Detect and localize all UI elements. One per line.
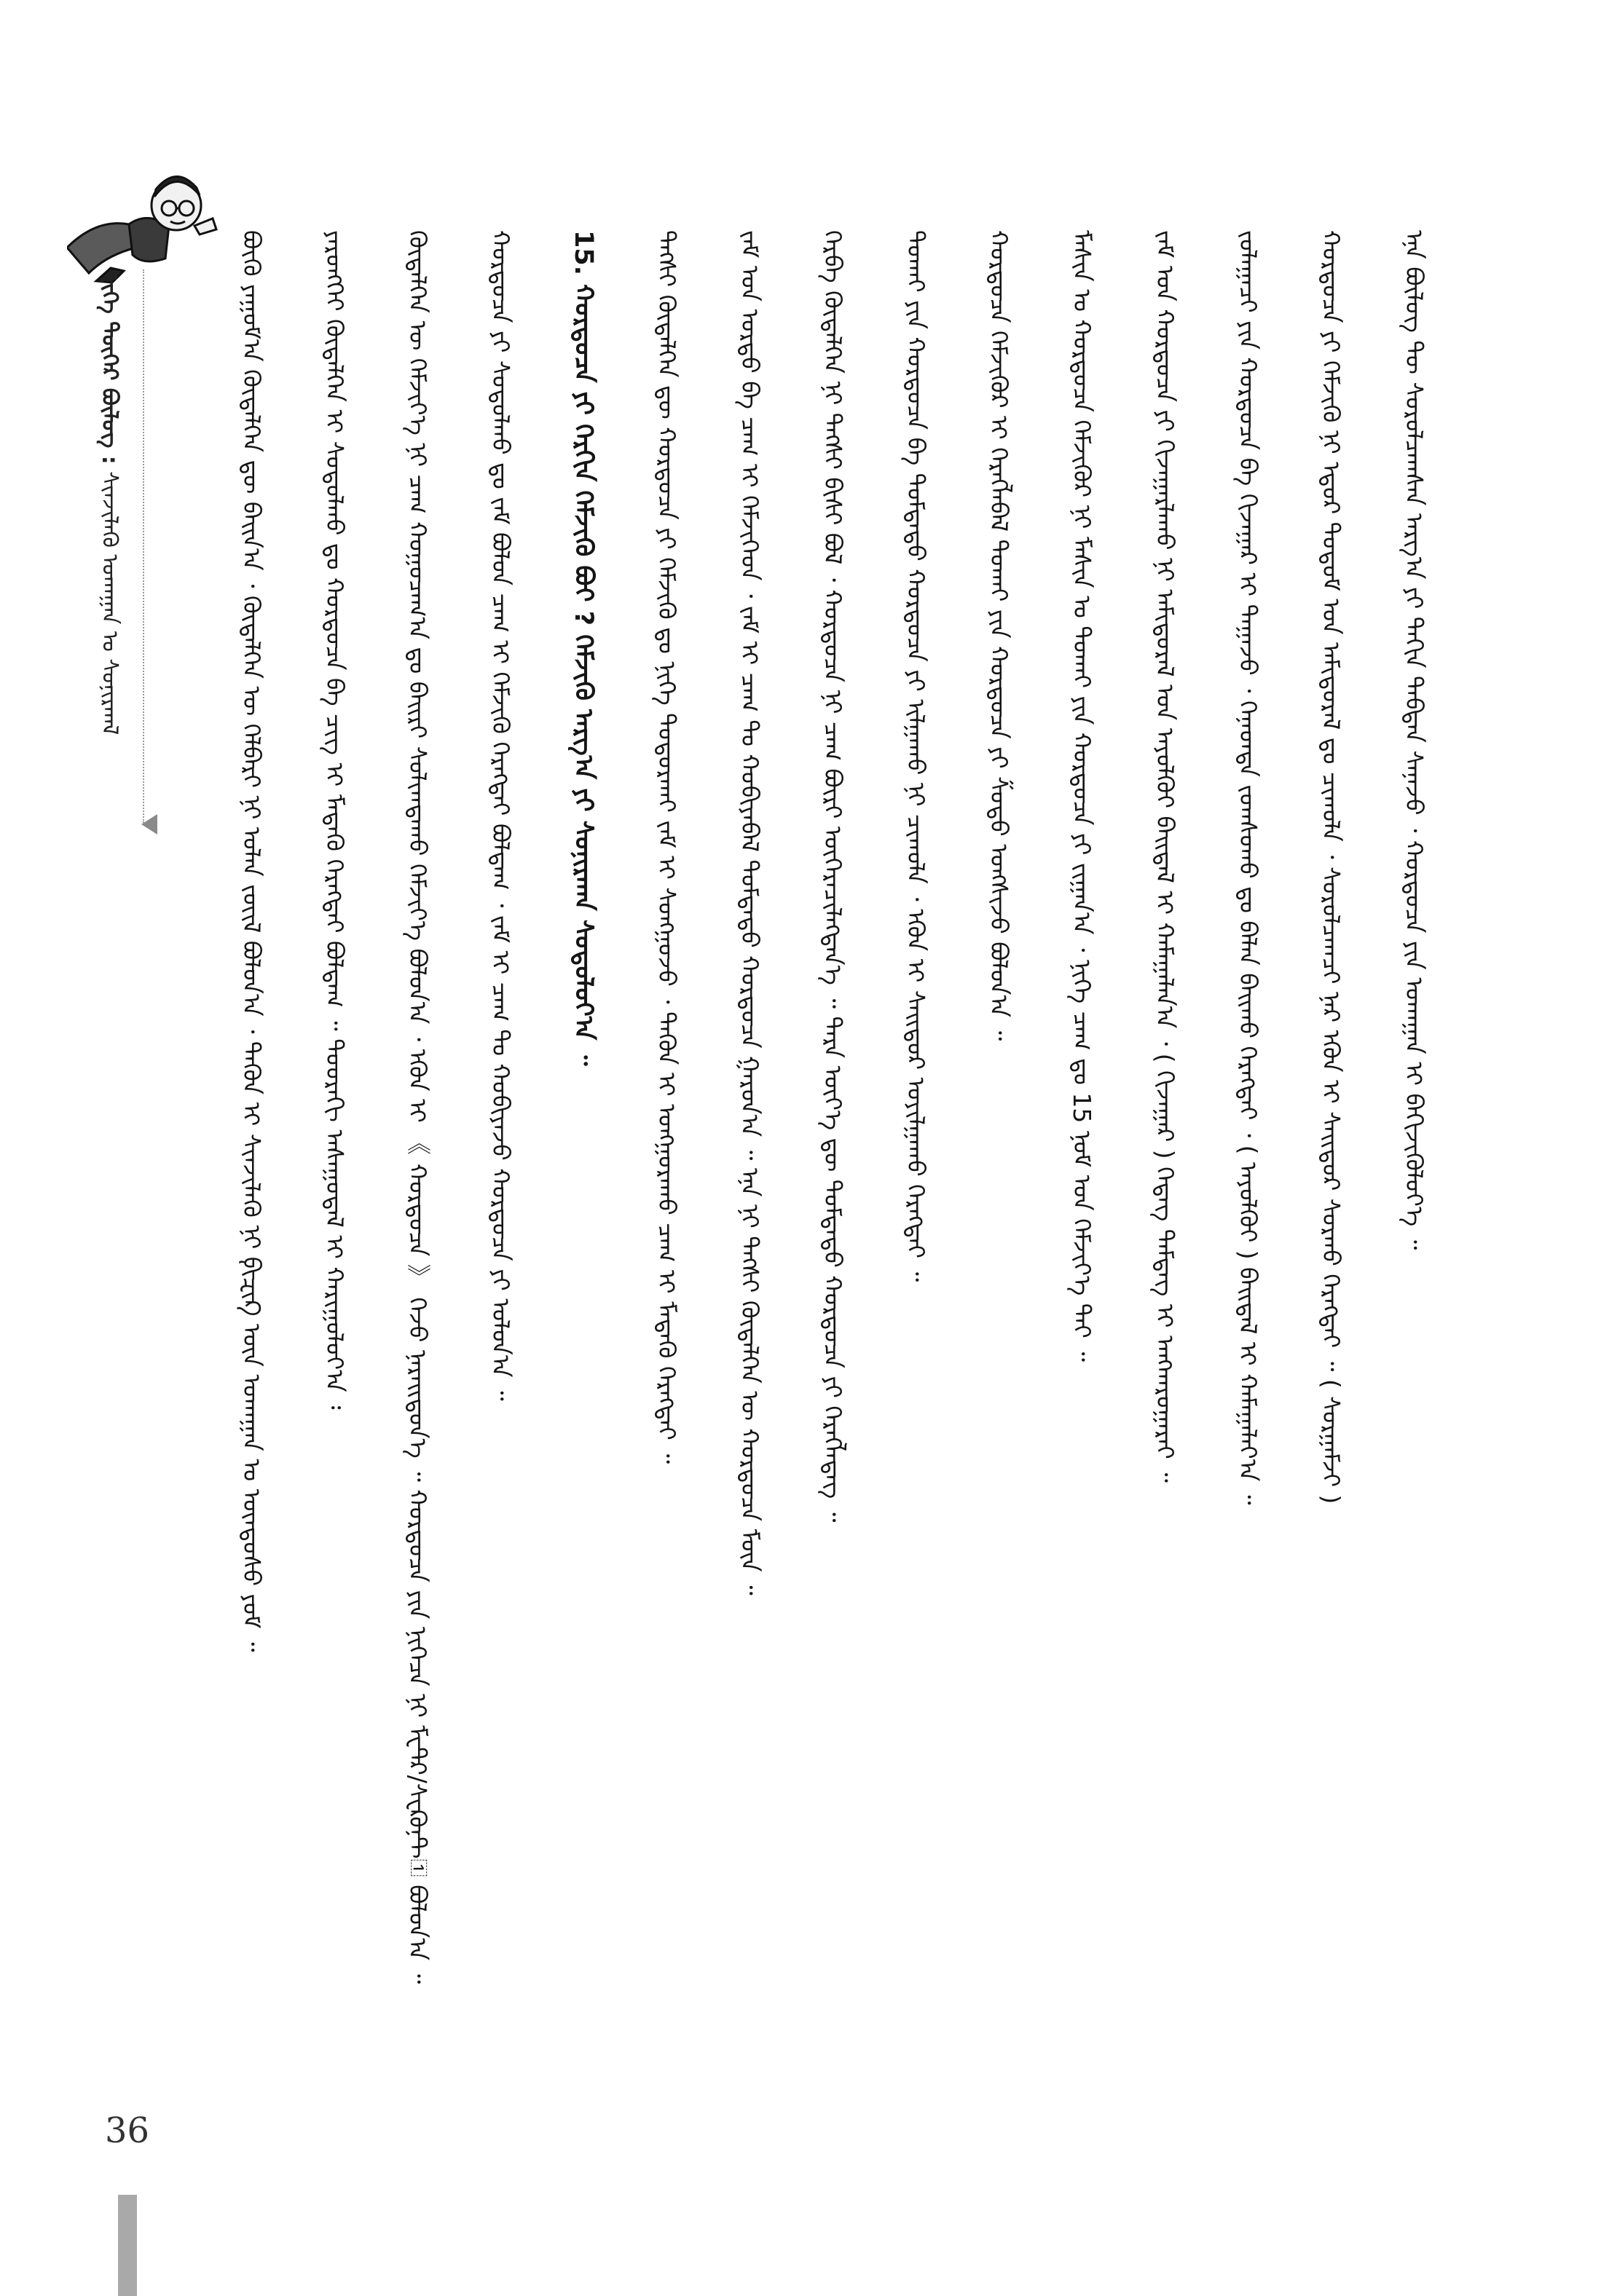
mascot-illustration xyxy=(67,138,220,284)
arrow-icon xyxy=(141,814,157,835)
page-number: 36 xyxy=(105,2110,150,2151)
text-column: ᠲᠤᠬᠠᠢ ᠶᠢᠨ ᠬᠤᠷᠳᠤᠴᠠ ᠪᠠ ᠳᠤᠮᠳᠠᠳᠤ ᠬᠤᠷᠳᠤᠴᠠ ᠶᠢ ᠢᠯᠭᠠᠬᠤ ᠨᠢ ᠴᠢᠬᠤᠯᠠ ᠂ ᠡᠭᠦᠨ ᠢ ᠰᠠᠢᠲᠤᠷ ᠣᠶᠢᠯᠭᠠᠬᠤ ᠬᠡᠷᠡᠭᠲᠡᠢ ᠃ xyxy=(902,230,930,1282)
text-column: ᠵᠠᠮ ᠤᠨ ᠤᠷᠳᠤ ᠪᠠ ᠴᠠᠭ ᠢ ᠬᠡᠮᠵᠢᠭᠡᠳ ᠂ ᠵᠠᠮ ᠢ ᠴᠠᠭ ᠲᠤ ᠬᠤᠪᠢᠶᠠᠪᠠᠯ ᠳᠤᠮᠳᠠᠳᠤ ᠬᠤᠷᠳᠤᠴᠠ ᠭᠠᠷᠤᠨ᠎ᠠ ᠃ ᠡᠨᠡ ᠨᠢ ᠲᠡᠭᠰᠢ ᠬᠥᠳᠡᠯᠭᠡᠨ ᠦ ᠬᠤᠷᠳᠤᠴᠠ ᠮᠥᠨ ᠃ xyxy=(736,230,764,1595)
header-divider xyxy=(143,269,144,823)
text-column: ᠲᠡᠭᠰᠢ ᠬᠥᠳᠡᠯᠭᠡᠨ ᠳᠦ ᠬᠤᠷᠳᠤᠴᠠ ᠶᠢ ᠬᠡᠮᠵᠢᠬᠦ ᠳᠤ ᠨᠢᠭᠡ ᠲᠣᠳᠣᠷᠬᠠᠢ ᠵᠠᠮ ᠢ ᠰᠣᠩᠭᠣᠵᠤ ᠂ ᠲᠡᠭᠦᠨ ᠢ ᠣᠩᠭᠣᠷᠠᠬᠤ ᠴᠠᠭ ᠢ ᠮᠡᠳᠡᠬᠦ ᠬᠡᠷᠡᠭᠲᠡᠢ ᠃ xyxy=(653,230,681,1464)
text-column: ᠵᠤᠯᠠᠭᠠᠴᠢ ᠶᠢᠨ ᠬᠤᠷᠳᠤᠴᠠ ᠪᠠ ᠬᠢᠵᠠᠭᠠᠷ ᠢ ᠳᠠᠭᠠᠵᠤ ᠂ ᠭᠡᠨᠡᠳᠲᠡ ᠵᠣᠭᠰᠣᠬᠤ ᠳᠤ ᠪᠡᠯᠡᠨ ᠪᠠᠢᠬᠤ ᠬᠡᠷᠡᠭᠲᠡᠢ ᠂ ( ᠠᠶᠤᠯᠭᠦᠢ ) ᠪᠠᠢᠳᠠᠯ ᠢ ᠬᠠᠮᠠᠭᠠᠯᠠᠶ᠎ᠠ ᠃ xyxy=(1234,230,1262,1505)
running-header xyxy=(87,274,131,842)
text-column: ᠬᠤᠷᠳᠤᠴᠠ ᠬᠡᠮᠵᠢᠭᠦᠷ ᠢ ᠬᠡᠷᠡᠭᠯᠡᠪᠡᠯ ᠲᠤᠬᠠᠢ ᠶᠢᠨ ᠬᠤᠷᠳᠤᠴᠠ ᠶᠢ ᠱᠤᠳᠤ ᠤᠩᠰᠢᠵᠤ ᠪᠣᠯᠤᠨ᠎ᠠ ᠃ xyxy=(985,230,1013,1041)
text-column: ᠪᠦᠬᠦ ᠶᠠᠭᠤᠮ᠎ᠠ ᠬᠥᠳᠡᠯᠭᠡᠨ ᠳᠦ ᠪᠠᠢᠨ᠎ᠠ ᠂ ᠬᠥᠳᠡᠯᠭᠡᠨ ᠦ ᠬᠡᠯᠪᠡᠷᠢ ᠨᠢ ᠣᠯᠠᠨ ᠵᠦᠢᠯ ᠪᠣᠯᠤᠨ᠎ᠠ ᠂ ᠲᠡᠭᠦᠨ ᠢ ᠰᠢᠨᠵᠢᠯᠡᠬᠦ ᠨᠢ ᠹᠢᠽᠢᠺ ᠦᠨ ᠤᠬᠠᠭᠠᠨ ᠤ ᠦᠨᠳᠦᠰᠦ ᠶᠤᠮ ᠃ xyxy=(237,230,266,1652)
text-column: ᠬᠥᠳᠡᠯᠭᠡᠨ ᠦ ᠬᠡᠮᠵᠢᠶ᠎ᠡ ᠨᠢ ᠴᠠᠭ ᠬᠤᠭᠤᠴᠠᠭ᠎ᠠ ᠳᠤ ᠪᠠᠢᠷᠢ ᠰᠣᠯᠢᠭᠳᠠᠬᠤ ᠬᠡᠮᠵᠢᠶ᠎ᠡ ᠪᠣᠯᠤᠨ᠎ᠠ ᠂ ᠡᠭᠦᠨ ᠢ 《 ᠬᠤᠷᠳᠤᠴᠠ 》 ᠭᠡᠵᠦ ᠨᠡᠷᠡᠢᠳᠦᠨ᠎ᠡ ᠃ ᠬᠤᠷᠳᠤᠴᠠ ᠶᠢᠨ ᠨᠢᠭᠡᠴᠡ ᠨᠢ ᠮᠧᠲ᠋ᠷ/ᠰᠧᠺᠦᠨ᠋ᠲ᠋ ᠪᠣᠯᠤᠨ᠎ᠠ ᠃ xyxy=(404,230,432,1984)
text-column: ᠬᠤᠷᠳᠤᠴᠠ ᠶᠢ ᠰᠤᠳᠤᠯᠬᠤ ᠳᠤ ᠵᠠᠮ ᠪᠣᠯᠤᠨ ᠴᠠᠭ ᠢ ᠬᠡᠮᠵᠢᠬᠦ ᠬᠡᠷᠡᠭᠲᠡᠢ ᠪᠣᠯᠳᠠᠭ ᠂ ᠵᠠᠮ ᠢ ᠴᠠᠭ ᠲᠤ ᠬᠤᠪᠢᠶᠠᠵᠤ ᠬᠤᠷᠳᠤᠴᠠ ᠶᠢ ᠣᠯᠤᠨ᠎ᠠ ᠃ xyxy=(487,230,515,1401)
flying-boy-icon xyxy=(67,138,220,284)
text-column: ᠬᠡᠷᠪᠡ ᠬᠥᠳᠡᠯᠭᠡᠨ ᠨᠢ ᠲᠡᠭᠰᠢ ᠪᠢᠰᠢ ᠪᠣᠯ ᠂ ᠬᠤᠷᠳᠤᠴᠠ ᠨᠢ ᠴᠠᠭ ᠪᠦᠷᠢ ᠥᠭᠡᠷᠡᠴᠢᠯᠡᠭᠳᠡᠨ᠎ᠡ ᠃ ᠲᠡᠷᠡ ᠦᠶ᠎ᠡ ᠳᠦ ᠳᠤᠮᠳᠠᠳᠤ ᠬᠤᠷᠳᠤᠴᠠ ᠶᠢ ᠬᠡᠷᠡᠭᠯᠡᠳᠡᠭ ᠃ xyxy=(819,230,847,1523)
text-column: ᠶᠡᠷᠦᠩᠬᠡᠢ ᠬᠥᠳᠡᠯᠭᠡᠨ ᠢ ᠰᠤᠳᠤᠯᠬᠤ ᠳᠤ ᠬᠤᠷᠳᠤᠴᠠ ᠪᠠ ᠴᠢᠭ ᠢ ᠮᠡᠳᠡᠬᠦ ᠬᠡᠷᠡᠭᠲᠡᠢ ᠪᠣᠯᠳᠠᠭ ᠃ ᠳᠣᠣᠷᠠᠬᠢ ᠠᠰᠠᠭᠤᠳᠠᠯ ᠢ ᠬᠠᠷᠢᠭᠤᠯᠤᠶ᠎ᠠ ᠄ xyxy=(320,230,349,1410)
running-header-tail: ᠰᠢᠨᠵᠢᠯᠡᠬᠦ ᠤᠬᠠᠭᠠᠨ ᠤ ᠰᠣᠨᠢᠷᠬᠠᠯ xyxy=(97,471,122,735)
running-header-lead: ᠨᠢᠭᠡ ᠳᠦᠭᠡᠷ ᠪᠦᠯᠦᠭ : xyxy=(97,274,122,465)
text-column: ᠮᠠᠰᠢᠨ ᠤ ᠬᠤᠷᠳᠤᠴᠠ ᠬᠡᠮᠵᠢᠭᠦᠷ ᠨᠢ ᠮᠠᠰᠢᠨ ᠤ ᠲᠤᠬᠠᠢ ᠶᠢᠨ ᠬᠤᠷᠳᠤᠴᠠ ᠶᠢ ᠵᠢᠭᠠᠨ᠎ᠠ ᠂ ᠨᠢᠭᠡ ᠴᠠᠭ ᠳᠤ 15 ᠨᠤᠮ ᠤᠨ ᠬᠡᠮᠵᠢᠶ᠎ᠡ ᠲᠡᠢ ᠃ xyxy=(1068,230,1096,1362)
text-column: ᠬᠤᠷᠳᠤᠴᠠ ᠶᠢ ᠬᠡᠮᠵᠢᠬᠦ ᠨᠢ ᠡᠳᠦᠷ ᠲᠤᠲᠤᠮ ᠤᠨ ᠠᠮᠢᠳᠤᠷᠠᠯ ᠳᠤ ᠴᠢᠬᠤᠯᠠ ᠂ ᠰᠤᠷᠤᠯᠴᠠᠭᠴᠢ ᠨᠠᠷ ᠡᠭᠦᠨ ᠢ ᠰᠠᠢᠲᠤᠷ ᠰᠤᠷᠬᠤ ᠬᠡᠷᠡᠭᠲᠡᠢ ᠃ ( ᠰᠤᠷᠭᠠᠮᠵᠢ ) xyxy=(1317,230,1345,1504)
text-column: ᠵᠠᠮ ᠤᠨ ᠬᠤᠷᠳᠤᠴᠠ ᠶᠢ ᠬᠢᠵᠠᠭᠠᠷᠯᠠᠬᠤ ᠨᠢ ᠠᠮᠢᠳᠤᠷᠠᠯ ᠤᠨ ᠠᠶᠤᠯᠭᠦᠢ ᠪᠠᠢᠳᠠᠯ ᠢ ᠬᠠᠮᠠᠭᠠᠯᠠᠨ᠎ᠠ ᠂ ( ᠬᠢᠵᠠᠭᠠᠷ ) ᠭᠡᠳᠡᠭ ᠲᠡᠮᠳᠡᠭ ᠢ ᠠᠩᠬᠠᠷᠤᠭᠠᠷᠠᠢ ᠃ xyxy=(1151,230,1179,1483)
text-column: ᠡᠨᠡ ᠪᠦᠯᠦᠭ ᠲᠦ ᠰᠤᠷᠤᠯᠴᠠᠭᠰᠠᠨ ᠠᠷᠭ᠎ᠠ ᠶᠢ ᠳᠠᠬᠢᠨ ᠳᠠᠪᠲᠠᠨ ᠰᠠᠨᠠᠵᠤ ᠂ ᠬᠤᠷᠳᠤᠴᠠ ᠶᠢᠨ ᠤᠬᠠᠭᠠᠨ ᠢ ᠪᠡᠬᠢᠵᠢᠭᠦᠯᠦᠶ᠎ᠡ ᠃ xyxy=(1400,230,1428,1250)
page-edge-marker xyxy=(118,2195,137,2296)
section-heading: 15. ᠬᠤᠷᠳᠤᠴᠠ ᠶᠢ ᠬᠡᠷᠬᠢᠨ ᠬᠡᠮᠵᠢᠬᠦ ᠪᠤᠢ ? ᠬᠡᠮᠵᠢᠬᠦ ᠠᠷᠭ᠎ᠠ ᠶᠢ ᠰᠣᠨᠢᠷᠬᠠᠨ ᠰᠤᠳᠤᠯᠤᠶ᠎ᠠ ᠃ xyxy=(569,230,598,1066)
